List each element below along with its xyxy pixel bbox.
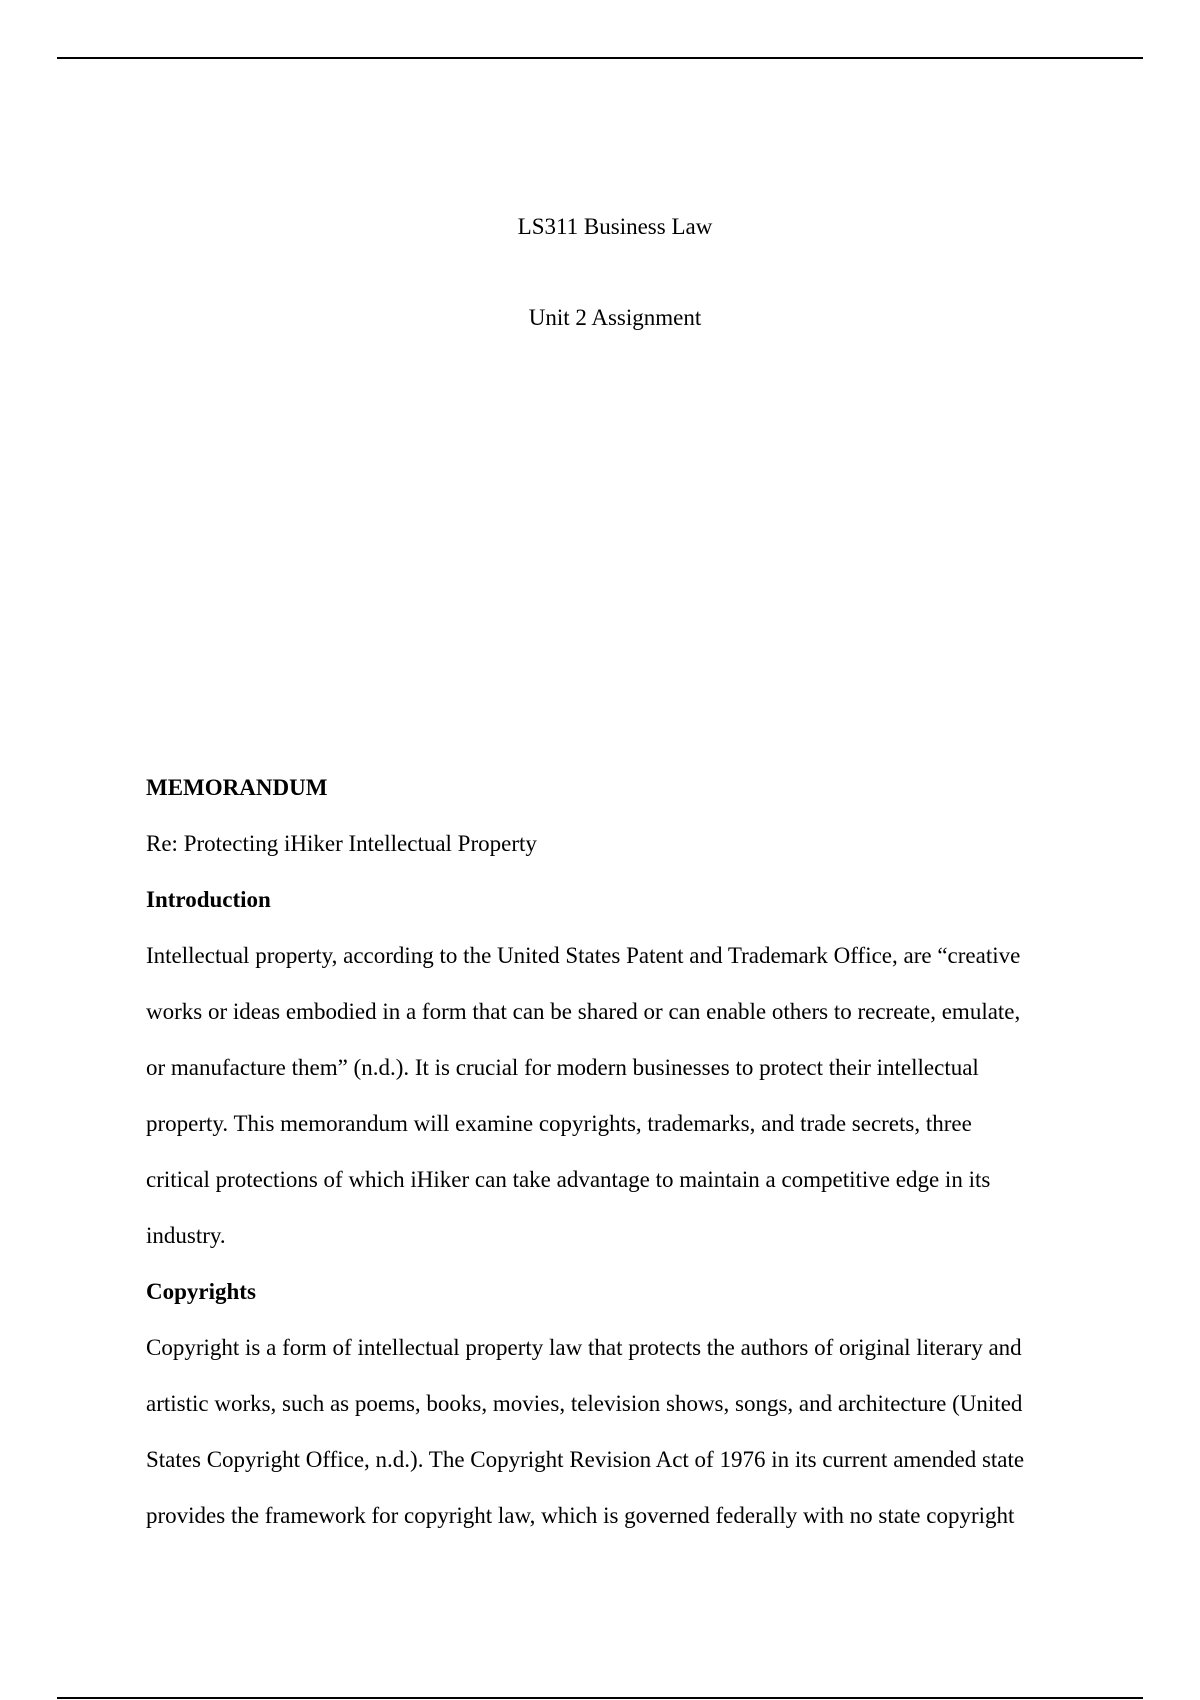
paragraph-line: provides the framework for copyright law, which is governed federally with no state copyright (146, 1503, 1015, 1528)
paragraph-line: or manufacture them” (n.d.). It is crucial for modern businesses to protect their intellectual (146, 1055, 979, 1080)
bottom-page-rule (57, 1697, 1143, 1699)
paragraph-line: critical protections of which iHiker can take advantage to maintain a competitive edge in its (146, 1167, 991, 1192)
top-page-rule (57, 57, 1143, 59)
section-heading-copyrights: Copyrights (146, 1279, 256, 1304)
paragraph-line: artistic works, such as poems, books, movies, television shows, songs, and architecture (United (146, 1391, 1023, 1416)
paragraph-line: Copyright is a form of intellectual property law that protects the authors of original literary and (146, 1335, 1022, 1360)
paragraph-line: works or ideas embodied in a form that can be shared or can enable others to recreate, emulate, (146, 999, 1021, 1024)
memo-heading: MEMORANDUM (146, 775, 328, 800)
assignment-title: Unit 2 Assignment (528, 305, 702, 330)
memo-subject: Re: Protecting iHiker Intellectual Property (146, 831, 537, 856)
paragraph-line: Intellectual property, according to the United States Patent and Trademark Office, are “creative (146, 943, 1021, 968)
course-title: LS311 Business Law (517, 214, 713, 239)
paragraph-line: property. This memorandum will examine copyrights, trademarks, and trade secrets, three (146, 1111, 972, 1136)
paragraph-line: States Copyright Office, n.d.). The Copyright Revision Act of 1976 in its current amended state (146, 1447, 1025, 1472)
paragraph-line: industry. (146, 1223, 226, 1248)
section-heading-introduction: Introduction (146, 887, 271, 912)
